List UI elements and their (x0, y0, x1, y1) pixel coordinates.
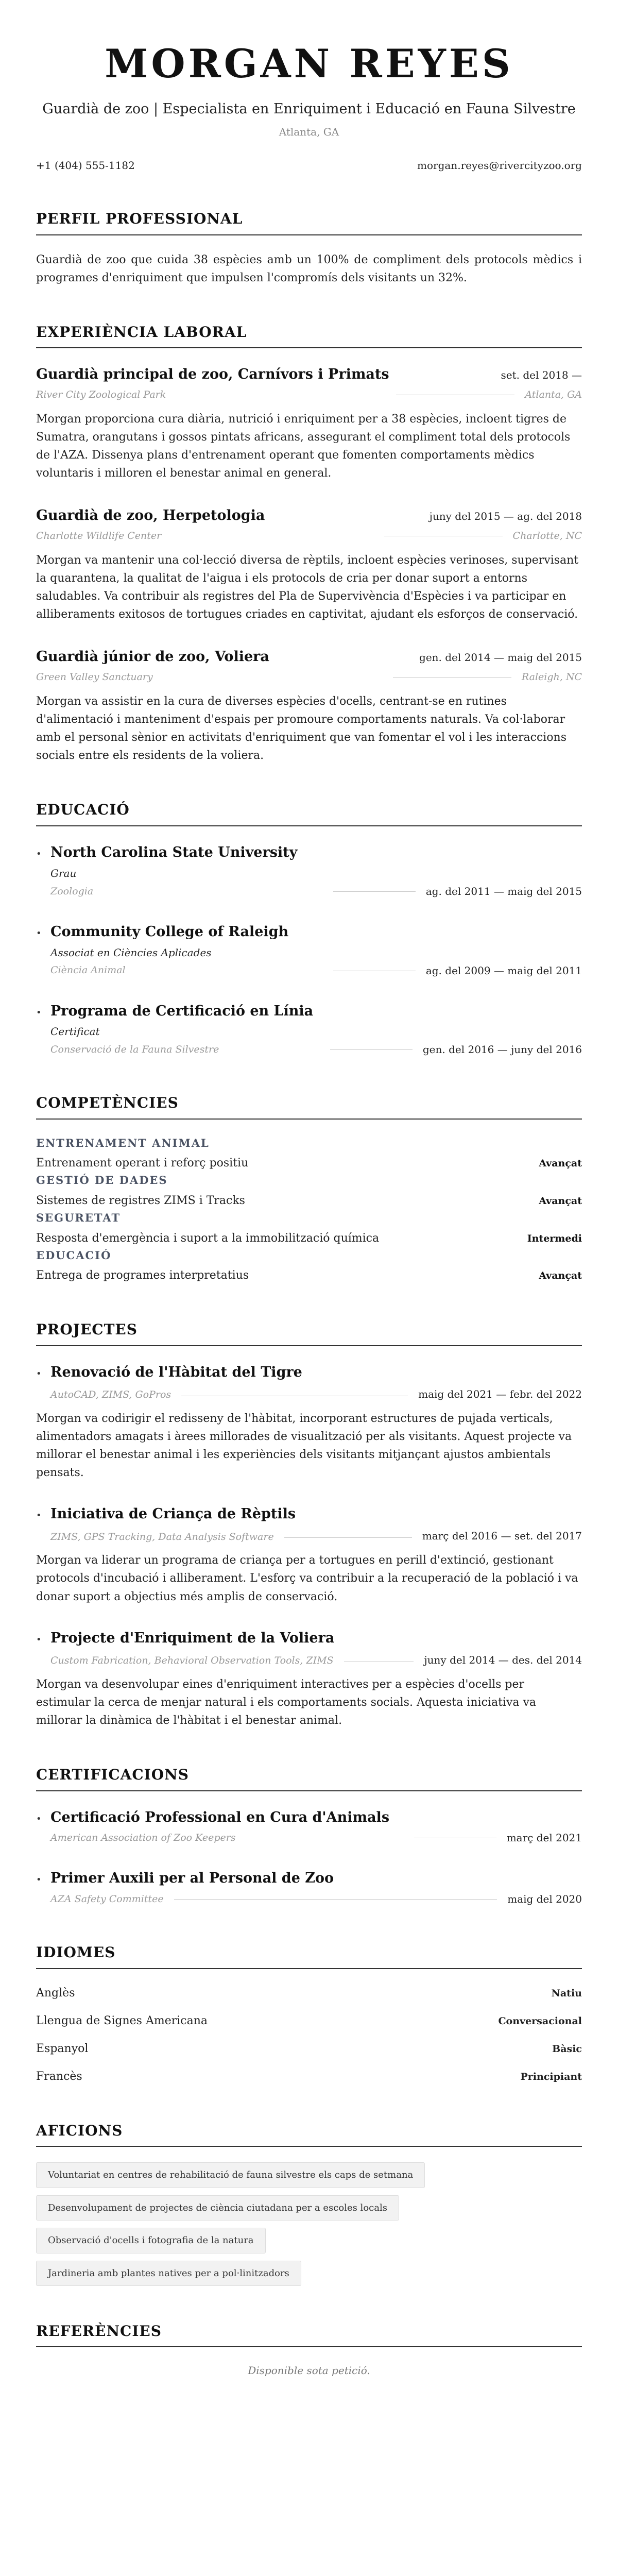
divider (174, 1899, 497, 1900)
degree: Grau (50, 867, 77, 879)
divider (330, 1049, 413, 1050)
certification-entry (36, 1807, 582, 1846)
skill-name: Entrenament operant i reforç positiu (36, 1157, 249, 1170)
language-name: Espanyol (36, 2042, 89, 2055)
project-entry (36, 1503, 582, 1605)
hobby-tags (36, 2162, 582, 2286)
school-name: Programa de Certificació en Línia (50, 1003, 314, 1019)
languages-section (36, 1941, 582, 2086)
section-title: AFICIONS (36, 2120, 582, 2147)
skill-category: GESTIÓ DE DADES (36, 1174, 168, 1187)
resume-header (36, 41, 582, 174)
skill-category: ENTRENAMENT ANIMAL (36, 1136, 210, 1149)
hobby-tag: Jardineria amb plantes natives per a pol·linitzadors (36, 2261, 301, 2286)
language-level: Conversacional (498, 2015, 582, 2027)
skill-level: Intermedi (527, 1232, 582, 1244)
job-location: Charlotte, NC (512, 530, 582, 542)
bullet-icon: • (36, 1368, 42, 1379)
project-name: Renovació de l'Hàbitat del Tigre (50, 1364, 302, 1380)
skill-name: Sistemes de registres ZIMS i Tracks (36, 1194, 245, 1207)
certification-name: Primer Auxili per al Personal de Zoo (50, 1870, 334, 1887)
field-of-study: Ciència Animal (50, 964, 126, 976)
profile-section (36, 208, 582, 287)
project-description: Morgan va desenvolupar eines d'enriquiment interactives per a espècies d'ocells per estimular la cerca de menjar natural i els comportaments socials. Aquesta iniciativa va millorar la dinàmica de l'hàbitat i el benestar animal. (36, 1677, 537, 1727)
job-location: Atlanta, GA (525, 389, 582, 401)
headline: Guardià de zoo | Especialista en Enriquiment i Educació en Fauna Silvestre (42, 101, 576, 117)
job-org: Green Valley Sanctuary (36, 671, 153, 683)
hobby-tag: Voluntariat en centres de rehabilitació de fauna silvestre els caps de setmana (36, 2162, 425, 2188)
education-entry (36, 921, 582, 979)
skill-level: Avançat (539, 1158, 582, 1170)
project-description: Morgan va liderar un programa de criança per a tortugues en perill d'extinció, gestionant protocols d'incubació i alliberament. L'esforç va contribuir a la recuperació de la població i va donar suport a objectius més amplis de conservació. (36, 1554, 578, 1603)
project-description: Morgan va codirigir el redisseny de l'hàbitat, incorporant estructures de pujada verticals, alimentadors amagats i àrees millorades de visualització per als visitants. Aquest projecte va millorar el benestar animal i les experiències dels visitants mitjançant ajustos ambientals pensats. (36, 1412, 572, 1480)
job-entry (36, 364, 582, 482)
email[interactable]: morgan.reyes@rivercityzoo.org (417, 159, 582, 172)
job-description: Morgan va assistir en la cura de diverses espècies d'ocells, centrant-se en rutines d'alimentació i manteniment d'espais per promoure comportaments naturals. Va col·laborar amb el personal sènior en activitats d'enriquiment que van fomentar el vol i les interaccions socials entre els residents de la voliera. (36, 694, 567, 762)
project-entry (36, 1628, 582, 1730)
job-dates: set. del 2018 — (501, 369, 582, 382)
job-description: Morgan proporciona cura diària, nutrició i enriquiment per a 38 espècies, incloent tigres de Sumatra, orangutans i gossos pintats africans, assegurant el compliment total dels protocols de l'AZA. Dissenya plans d'entrenament operant que fomenten comportaments mèdics voluntaris i milloren el benestar animal en general. (36, 412, 571, 480)
section-title: IDIOMES (36, 1941, 582, 1969)
references-text: Disponible sota petició. (248, 2364, 370, 2377)
field-of-study: Conservació de la Fauna Silvestre (50, 1044, 219, 1056)
job-location: Raleigh, NC (521, 671, 582, 683)
divider (284, 1537, 412, 1538)
job-entry (36, 646, 582, 765)
section-title: REFERÈNCIES (36, 2320, 582, 2347)
education-dates: gen. del 2016 — juny del 2016 (422, 1043, 582, 1056)
phone: +1 (404) 555-1182 (36, 159, 135, 172)
education-dates: ag. del 2009 — maig del 2011 (425, 964, 582, 977)
job-dates: juny del 2015 — ag. del 2018 (429, 510, 582, 523)
education-dates: ag. del 2011 — maig del 2015 (425, 885, 582, 897)
hobby-tag: Observació d'ocells i fotografia de la natura (36, 2228, 266, 2253)
projects-section (36, 1318, 582, 1730)
education-entry (36, 842, 582, 900)
project-technologies: ZIMS, GPS Tracking, Data Analysis Software (50, 1531, 274, 1543)
job-entry (36, 505, 582, 623)
project-entry (36, 1362, 582, 1482)
contact-row (36, 158, 582, 174)
bullet-icon: • (36, 1634, 42, 1645)
bullet-icon: • (36, 1813, 42, 1824)
experience-section (36, 321, 582, 765)
certification-name: Certificació Professional en Cura d'Animals (50, 1809, 390, 1825)
skill-group (36, 1210, 582, 1247)
skill-category: SEGURETAT (36, 1211, 121, 1225)
bullet-icon: • (36, 1007, 42, 1018)
school-name: North Carolina State University (50, 844, 298, 860)
references-section (36, 2320, 582, 2379)
certification-date: maig del 2020 (507, 1893, 582, 1906)
skill-name: Entrega de programes interpretatius (36, 1269, 249, 1282)
skill-level: Avançat (539, 1195, 582, 1207)
skill-level: Avançat (539, 1270, 582, 1282)
section-title: COMPETÈNCIES (36, 1092, 582, 1119)
certification-issuer: AZA Safety Committee (50, 1893, 164, 1905)
project-name: Projecte d'Enriquiment de la Voliera (50, 1630, 335, 1646)
skill-name: Resposta d'emergència i suport a la immobilització química (36, 1231, 380, 1245)
job-org: River City Zoological Park (36, 389, 166, 401)
job-title: Guardià de zoo, Herpetologia (36, 507, 265, 524)
language-name: Anglès (36, 1986, 75, 1999)
certification-entry (36, 1868, 582, 1907)
language-level: Natiu (551, 1987, 582, 1999)
project-dates: març del 2016 — set. del 2017 (422, 1530, 582, 1543)
education-section (36, 799, 582, 1058)
project-dates: maig del 2021 — febr. del 2022 (418, 1387, 582, 1400)
section-title: EDUCACIÓ (36, 799, 582, 826)
job-dates: gen. del 2014 — maig del 2015 (419, 651, 582, 664)
bullet-icon: • (36, 848, 42, 859)
language-row (36, 2068, 582, 2086)
bullet-icon: • (36, 927, 42, 939)
project-technologies: AutoCAD, ZIMS, GoPros (50, 1389, 171, 1401)
skill-group (36, 1135, 582, 1173)
section-title: PERFIL PROFESSIONAL (36, 208, 582, 235)
project-dates: juny del 2014 — des. del 2014 (424, 1653, 582, 1666)
degree: Certificat (50, 1025, 100, 1038)
language-name: Llengua de Signes Americana (36, 2014, 208, 2027)
section-title: EXPERIÈNCIA LABORAL (36, 321, 582, 348)
job-title: Guardià principal de zoo, Carnívors i Primats (36, 366, 389, 383)
project-name: Iniciativa de Criança de Rèptils (50, 1506, 296, 1522)
certification-issuer: American Association of Zoo Keepers (50, 1832, 236, 1844)
location: Atlanta, GA (279, 126, 339, 139)
bullet-icon: • (36, 1510, 42, 1521)
education-entry (36, 1001, 582, 1058)
language-row (36, 1985, 582, 2002)
skills-section (36, 1092, 582, 1284)
job-title: Guardià júnior de zoo, Voliera (36, 649, 269, 665)
language-level: Bàsic (552, 2043, 582, 2055)
divider (333, 891, 416, 892)
language-name: Francès (36, 2070, 82, 2083)
language-level: Principiant (520, 2071, 582, 2082)
degree: Associat en Ciències Aplicades (50, 946, 212, 959)
project-technologies: Custom Fabrication, Behavioral Observation Tools, ZIMS (50, 1655, 334, 1667)
divider (393, 677, 511, 678)
skill-group (36, 1247, 582, 1285)
person-name: MORGAN REYES (105, 41, 513, 87)
job-description: Morgan va mantenir una col·lecció diversa de rèptils, incloent espècies verinoses, supervisant la quarantena, la qualitat de l'aigua i els protocols de cria per donar suport a entorns saludables. Va contribuir als registres del Pla de Supervivència d'Espècies i va participar en alliberaments exitosos de tortugues criades en captivitat, ajudant els esforços de conservació. (36, 553, 579, 621)
hobbies-section (36, 2120, 582, 2286)
profile-text: Guardià de zoo que cuida 38 espècies amb un 100% de compliment dels protocols mèdics i programes d'enriquiment que impulsen l'compromís dels visitants un 32%. (36, 253, 582, 284)
bullet-icon: • (36, 1874, 42, 1886)
section-title: CERTIFICACIONS (36, 1764, 582, 1791)
hobby-tag: Desenvolupament de projectes de ciència ciutadana per a escoles locals (36, 2195, 399, 2221)
field-of-study: Zoologia (50, 885, 94, 897)
certification-date: març del 2021 (506, 1832, 582, 1844)
certifications-section (36, 1764, 582, 1907)
skill-group (36, 1172, 582, 1210)
skill-category: EDUCACIÓ (36, 1248, 112, 1262)
language-row (36, 2040, 582, 2058)
job-org: Charlotte Wildlife Center (36, 530, 162, 542)
school-name: Community College of Raleigh (50, 923, 289, 940)
language-row (36, 2012, 582, 2030)
section-title: PROJECTES (36, 1318, 582, 1346)
